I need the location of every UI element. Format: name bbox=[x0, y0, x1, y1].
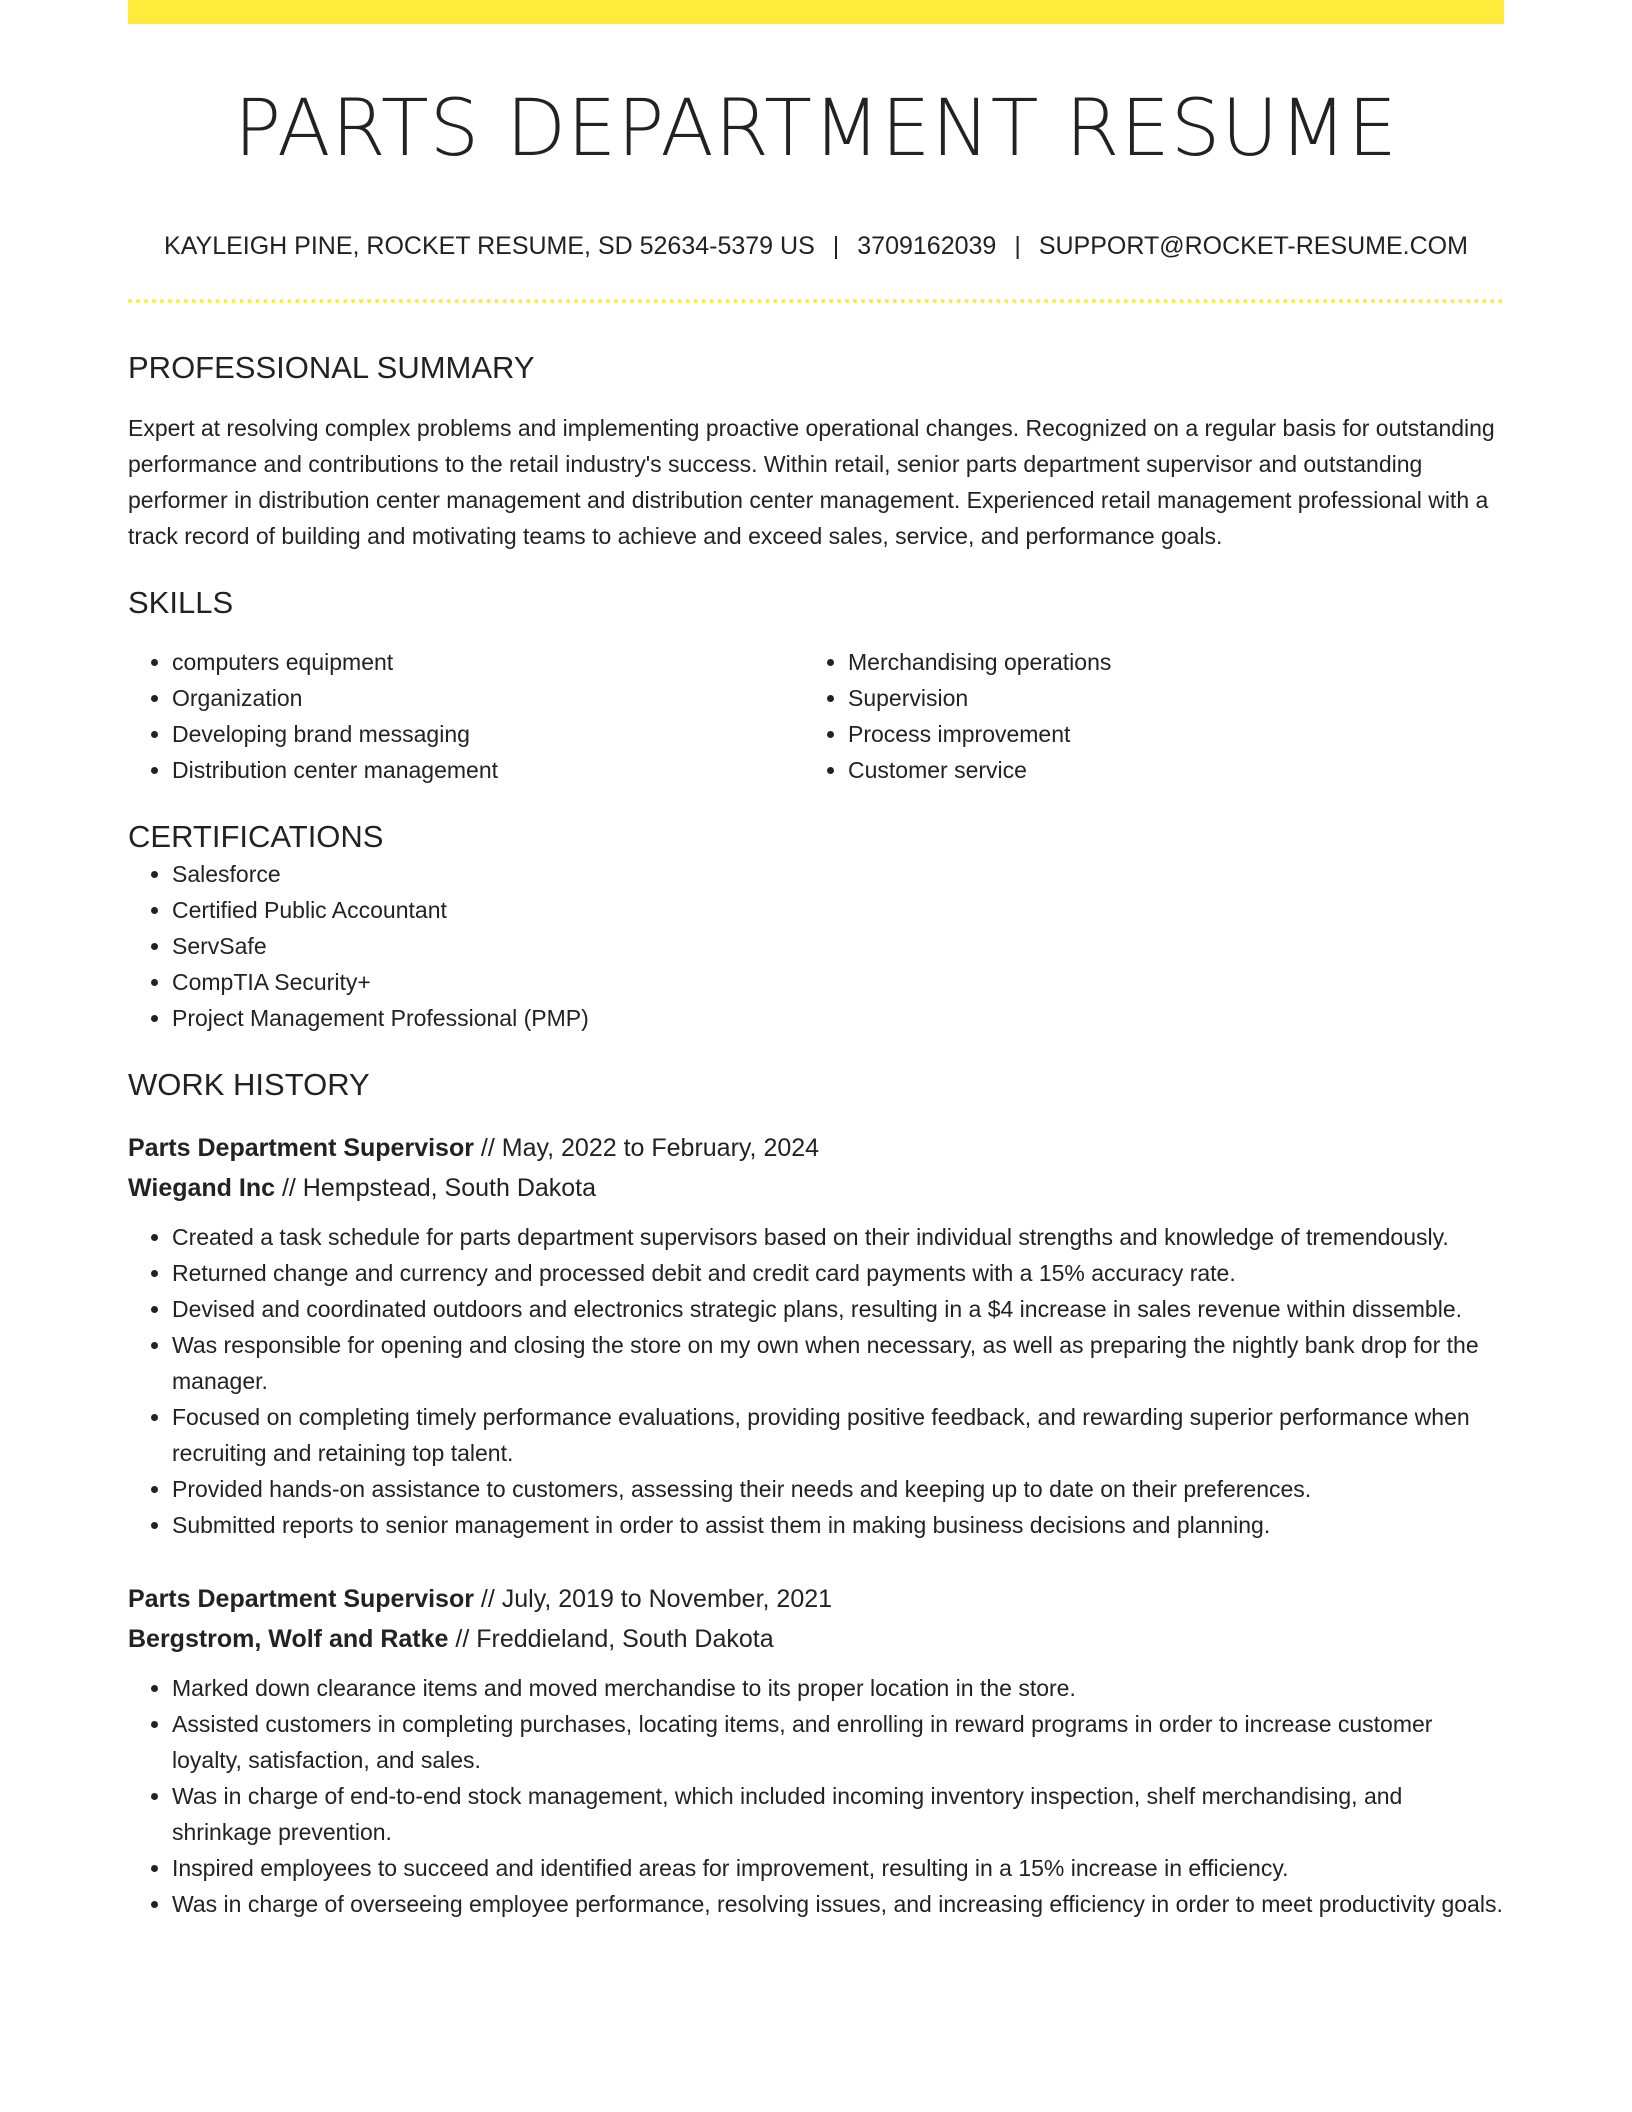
job-title-line bbox=[128, 1579, 1504, 1619]
skills-heading: SKILLS bbox=[128, 585, 234, 620]
job-location: // Freddieland, South Dakota bbox=[455, 1625, 774, 1653]
skill-item: • Process improvement bbox=[848, 716, 1480, 752]
job-entry bbox=[128, 1579, 1504, 1922]
summary-heading: PROFESSIONAL SUMMARY bbox=[128, 350, 535, 385]
job-bullets bbox=[128, 1670, 1504, 1922]
job-bullet: • Was responsible for opening and closing the store on my own when necessary, as well as preparing the nightly bank drop for the manager. bbox=[172, 1327, 1504, 1399]
job-title: Parts Department Supervisor bbox=[128, 1134, 474, 1162]
contact-separator: | bbox=[832, 232, 840, 260]
job-dates: // May, 2022 to February, 2024 bbox=[480, 1134, 820, 1162]
skills-list-left bbox=[128, 644, 804, 788]
certification-item: • Project Management Professional (PMP) bbox=[172, 1000, 1504, 1036]
job-bullet: • Assisted customers in completing purchases, locating items, and enrolling in reward programs in order to increase customer loyalty, satisfaction, and sales. bbox=[172, 1706, 1504, 1778]
contact-address: KAYLEIGH PINE, ROCKET RESUME, SD 52634-5379 US bbox=[164, 232, 815, 260]
job-bullet: • Was in charge of overseeing employee performance, resolving issues, and increasing efficiency in order to meet productivity goals. bbox=[172, 1886, 1504, 1922]
job-company: Wiegand Inc bbox=[128, 1174, 276, 1202]
skills-list-right bbox=[804, 644, 1480, 788]
summary-text: Expert at resolving complex problems and implementing proactive operational changes. Recognized on a regular basis for outstanding performance and contributions to the retail industry's success. Within retail, senior parts department supervisor and outstanding performer in distribution center management and distribution center management. Experienced retail management professional with a track record of building and motivating teams to achieve and exceed sales, service, and performance goals. bbox=[128, 415, 1495, 549]
job-bullet: • Marked down clearance items and moved merchandise to its proper location in the store. bbox=[172, 1670, 1504, 1706]
certification-item: • Salesforce bbox=[172, 856, 1504, 892]
certification-item: • Certified Public Accountant bbox=[172, 892, 1504, 928]
skill-item: • Supervision bbox=[848, 680, 1480, 716]
job-location: // Hempstead, South Dakota bbox=[281, 1174, 597, 1202]
contact-phone: 3709162039 bbox=[857, 232, 997, 260]
work-history-heading: WORK HISTORY bbox=[128, 1067, 370, 1102]
job-bullet: • Created a task schedule for parts department supervisors based on their individual strengths and knowledge of tremendously. bbox=[172, 1219, 1504, 1255]
contact-line bbox=[128, 230, 1504, 262]
page-title: PARTS DEPARTMENT RESUME bbox=[234, 84, 1398, 174]
job-bullet: • Was in charge of end-to-end stock management, which included incoming inventory inspection, shelf merchandising, and shrinkage prevention. bbox=[172, 1778, 1504, 1850]
job-company: Bergstrom, Wolf and Ratke bbox=[128, 1625, 449, 1653]
job-company-line bbox=[128, 1168, 1504, 1208]
certification-item: • CompTIA Security+ bbox=[172, 964, 1504, 1000]
certifications-list bbox=[128, 856, 1504, 1036]
skill-item: • Developing brand messaging bbox=[172, 716, 804, 752]
job-title-line bbox=[128, 1128, 1504, 1168]
certification-item: • ServSafe bbox=[172, 928, 1504, 964]
job-entry bbox=[128, 1128, 1504, 1543]
skill-item: • Customer service bbox=[848, 752, 1480, 788]
job-bullet: • Devised and coordinated outdoors and electronics strategic plans, resulting in a $4 increase in sales revenue within dissemble. bbox=[172, 1291, 1504, 1327]
skill-item: • Organization bbox=[172, 680, 804, 716]
job-bullet: • Submitted reports to senior management in order to assist them in making business decisions and planning. bbox=[172, 1507, 1504, 1543]
dotted-divider bbox=[128, 299, 1504, 303]
resume-content bbox=[128, 0, 1504, 1922]
contact-email: SUPPORT@ROCKET-RESUME.COM bbox=[1038, 232, 1468, 260]
job-title: Parts Department Supervisor bbox=[128, 1585, 474, 1613]
skill-item: • computers equipment bbox=[172, 644, 804, 680]
job-bullet: • Provided hands-on assistance to customers, assessing their needs and keeping up to date on their preferences. bbox=[172, 1471, 1504, 1507]
job-bullet: • Inspired employees to succeed and identified areas for improvement, resulting in a 15% increase in efficiency. bbox=[172, 1850, 1504, 1886]
skills-columns bbox=[128, 644, 1504, 788]
contact-separator: | bbox=[1014, 232, 1021, 260]
job-bullet: • Focused on completing timely performance evaluations, providing positive feedback, and rewarding superior performance when recruiting and retaining top talent. bbox=[172, 1399, 1504, 1471]
job-bullet: • Returned change and currency and processed debit and credit card payments with a 15% accuracy rate. bbox=[172, 1255, 1504, 1291]
certifications-heading: CERTIFICATIONS bbox=[128, 819, 384, 854]
skill-item: • Distribution center management bbox=[172, 752, 804, 788]
job-dates: // July, 2019 to November, 2021 bbox=[480, 1585, 833, 1613]
job-bullets bbox=[128, 1219, 1504, 1543]
skill-item: • Merchandising operations bbox=[848, 644, 1480, 680]
job-company-line bbox=[128, 1619, 1504, 1659]
